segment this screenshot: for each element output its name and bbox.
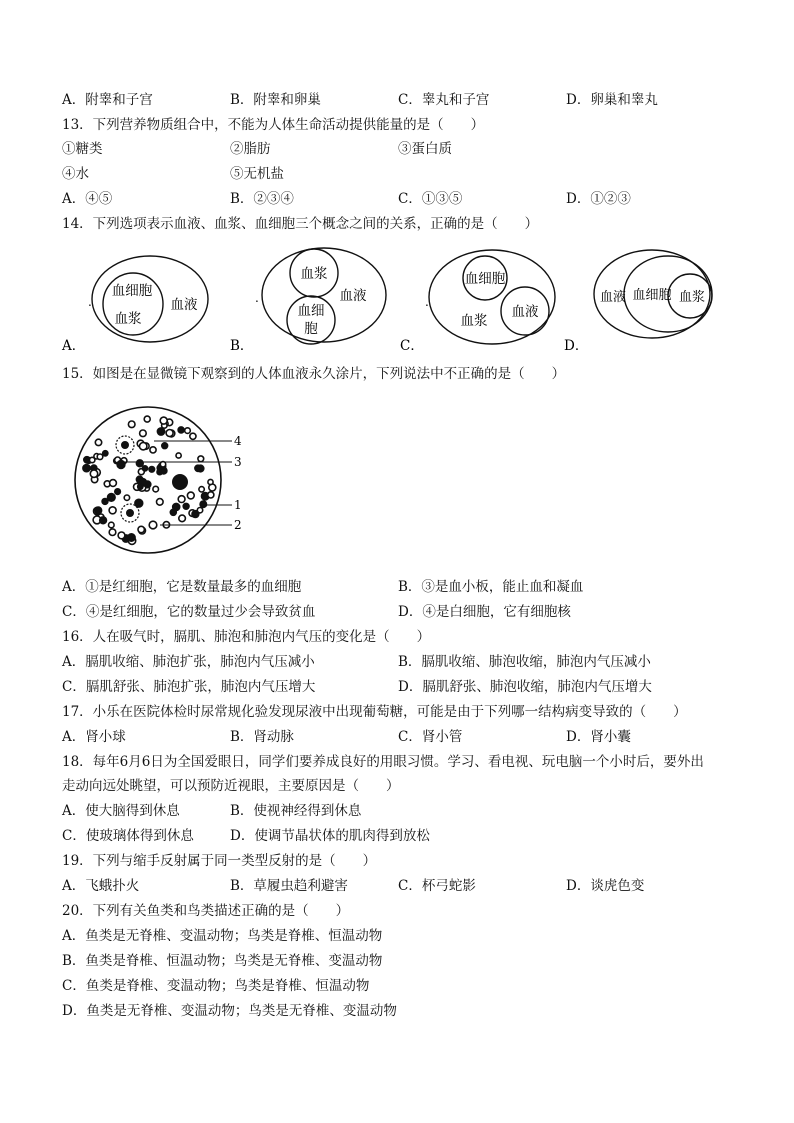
q14-diagram-a [61, 256, 208, 354]
q19-stem: 19．下列与缩手反射属于同一类型反射的是（ ） [62, 853, 377, 869]
red-blood-cell [83, 465, 90, 472]
q12-option-c: C．睾丸和子宫 [398, 92, 490, 108]
q18-stem-line2: 走动向远处眺望，可以预防近视眼，主要原因是（ ） [62, 778, 400, 794]
q18-stem-line1: 18．每年6月6日为全国爱眼日，同学们要养成良好的用眼习惯。学习、看电视、玩电脑一个小时后，要外出 [62, 754, 704, 770]
red-blood-cell [157, 499, 164, 506]
red-blood-cell [161, 468, 167, 474]
q18-option-d: D．使调节晶状体的肌肉得到放松 [230, 828, 430, 844]
figure-label-4: 4 [234, 434, 242, 448]
q13-option-b: B．②③④ [230, 191, 294, 207]
q18-option-a: A．使大脑得到休息 [62, 803, 180, 819]
q13-item-3: ③蛋白质 [398, 141, 452, 157]
q15-blood-smear-figure [70, 395, 270, 570]
q14-d-middle-label: 血细胞 [632, 288, 672, 303]
red-blood-cell [178, 427, 184, 433]
q19-option-a: A．飞蛾扑火 [62, 878, 140, 894]
q12-options [62, 90, 742, 110]
q14-b-outer-label: 血液 [339, 288, 367, 304]
red-blood-cell [115, 489, 121, 495]
red-blood-cell [108, 494, 116, 502]
red-blood-cell [90, 457, 95, 462]
red-blood-cell [110, 480, 117, 487]
q16-option-b: B．膈肌收缩、肺泡收缩，肺泡内气压减小 [398, 654, 651, 670]
red-blood-cell [149, 521, 157, 529]
q14-stem: 14．下列选项表示血液、血浆、血细胞三个概念之间的关系，正确的是（ ） [62, 216, 539, 232]
red-blood-cell [153, 486, 159, 492]
red-blood-cell [192, 511, 199, 518]
red-blood-cell [149, 467, 155, 473]
q15-option-c: C．④是红细胞，它的数量过少会导致贫血 [62, 604, 316, 620]
figure-label-2: 2 [234, 518, 242, 532]
q20-option-a: A．鱼类是无脊椎、变温动物；鸟类是脊椎、恒温动物 [62, 928, 383, 944]
red-blood-cell [95, 507, 102, 514]
q14-b-top-label: 血浆 [300, 266, 328, 282]
q13-item-4: ④水 [62, 166, 89, 182]
q14-a-inner1-label: 血细胞 [111, 283, 153, 299]
red-blood-cell [185, 428, 191, 434]
q15-option-a: A．①是红细胞，它是数量最多的血细胞 [62, 579, 302, 595]
q14-b-bottom-label-1: 血细 [297, 303, 325, 319]
q12-option-d: D．卵巢和睾丸 [566, 92, 658, 108]
q13-option-d: D．①②③ [566, 191, 631, 207]
q16-option-c: C．膈肌舒张、肺泡扩张，肺泡内气压增大 [62, 679, 316, 695]
red-blood-cell [208, 479, 213, 484]
red-blood-cell [183, 503, 189, 509]
q15-option-b: B．③是血小板，能止血和凝血 [398, 579, 584, 595]
q14-a-inner2-label: 血浆 [114, 311, 142, 327]
figure-label-3: 3 [234, 455, 242, 469]
red-blood-cell [90, 470, 97, 477]
red-blood-cell [135, 499, 143, 507]
red-blood-cell [157, 428, 164, 435]
q19-option-b: B．草履虫趋利避害 [230, 878, 348, 894]
q15-options-row1 [62, 577, 742, 597]
q17-stem: 17．小乐在医院体检时尿常规化验发现尿液中出现葡萄糖，可能是由于下列哪一结构病变导致的（ ） [62, 704, 687, 720]
q15-stem: 15．如图是在显微镜下观察到的人体血液永久涂片，下列说法中不正确的是（ ） [62, 366, 566, 382]
red-blood-cell [97, 454, 103, 460]
red-blood-cell [103, 451, 108, 456]
q17-option-b: B．肾动脉 [230, 729, 294, 745]
q19-options [62, 876, 742, 896]
q14-label-a: A． [62, 338, 86, 354]
q20-stem: 20．下列有关鱼类和鸟类描述正确的是（ ） [62, 903, 350, 919]
q17-option-a: A．肾小球 [62, 729, 126, 745]
red-blood-cell [173, 503, 180, 510]
q15-options-row2 [62, 602, 742, 622]
q17-option-d: D．肾小囊 [566, 729, 631, 745]
white-blood-cell-4-nucleus [121, 441, 129, 449]
q16-option-d: D．膈肌舒张、肺泡收缩，肺泡内气压增大 [398, 679, 652, 695]
svg-text:.: . [425, 295, 429, 309]
red-blood-cell [160, 417, 167, 424]
q18-options-row2 [62, 826, 742, 846]
red-blood-cell [208, 492, 214, 498]
q16-options-row1 [62, 652, 742, 672]
red-blood-cell [138, 484, 143, 489]
red-blood-cell [162, 443, 168, 449]
red-blood-cell [109, 507, 116, 514]
q18-option-c: C．使玻璃体得到休息 [62, 828, 194, 844]
q14-d-outer-label: 血液 [599, 290, 627, 305]
q14-diagram-c [400, 250, 555, 354]
q18-options-row1 [62, 801, 742, 821]
red-blood-cell [138, 526, 144, 532]
q20-option-b: B．鱼类是脊椎、恒温动物；鸟类是无脊椎、变温动物 [62, 953, 383, 969]
red-blood-cell [166, 430, 173, 437]
q12-option-a: A．附睾和子宫 [62, 92, 153, 108]
q14-diagrams [60, 240, 750, 360]
red-blood-cell [128, 421, 135, 428]
large-dark-cell [172, 474, 188, 490]
q19-option-c: C．杯弓蛇影 [398, 878, 476, 894]
red-blood-cell [128, 534, 135, 541]
q14-c-outer-ellipse [429, 250, 555, 344]
q14-c-top-label: 血细胞 [464, 271, 506, 287]
q12-option-b: B．附睾和卵巢 [230, 92, 321, 108]
q20-option-c: C．鱼类是脊椎、变温动物；鸟类是脊椎、恒温动物 [62, 978, 370, 994]
red-blood-cell [176, 453, 181, 458]
red-blood-cell [198, 456, 204, 462]
red-blood-cell [142, 466, 147, 471]
red-blood-cell [95, 439, 101, 445]
white-blood-cell-lower-nucleus [126, 509, 134, 517]
q13-items-row1 [62, 139, 742, 159]
q14-diagram-b [230, 248, 386, 354]
svg-text:.: . [88, 295, 92, 309]
red-blood-cell [109, 529, 116, 536]
red-blood-cell [136, 460, 143, 467]
q13-stem: 13．下列营养物质组合中，不能为人体生命活动提供能量的是（ ） [62, 117, 485, 133]
red-blood-cell [140, 443, 147, 450]
red-blood-cell [178, 496, 185, 503]
red-blood-cell [187, 492, 194, 499]
red-blood-cell [200, 501, 206, 507]
q18-option-b: B．使视神经得到休息 [230, 803, 362, 819]
q13-items-row2 [62, 164, 742, 184]
svg-text:.: . [255, 291, 259, 305]
red-blood-cell [100, 517, 107, 524]
q16-stem: 16．人在吸气时，膈肌、肺泡和肺泡内气压的变化是（ ） [62, 629, 431, 645]
q13-option-a: A．④⑤ [62, 191, 113, 207]
red-blood-cell [144, 416, 150, 422]
red-blood-cell [102, 499, 108, 505]
q14-label-c: C． [400, 338, 424, 354]
q13-item-2: ②脂肪 [230, 141, 271, 157]
q14-c-right-label: 血液 [511, 304, 539, 320]
red-blood-cell [179, 515, 186, 522]
q13-option-c: C．①③⑤ [398, 191, 463, 207]
red-blood-cell [190, 433, 196, 439]
red-blood-cell [118, 532, 125, 539]
red-blood-cell [140, 430, 147, 437]
q13-options [62, 189, 742, 209]
q19-option-d: D．谈虎色变 [566, 878, 645, 894]
q14-a-outer-label: 血液 [170, 297, 198, 313]
q13-item-5: ⑤无机盐 [230, 166, 284, 182]
figure-label-1: 1 [234, 498, 242, 512]
red-blood-cell [150, 447, 156, 453]
red-blood-cell [199, 487, 204, 492]
q14-label-b: B． [230, 338, 254, 354]
red-blood-cell [109, 522, 115, 528]
red-blood-cell [195, 465, 201, 471]
q14-d-inner-label: 血浆 [678, 290, 706, 305]
q17-options [62, 727, 742, 747]
q20-option-d: D．鱼类是无脊椎、变温动物；鸟类是无脊椎、变温动物 [62, 1003, 397, 1019]
q16-options-row2 [62, 677, 742, 697]
q14-diagram-d [564, 250, 712, 354]
q14-b-bottom-label-2: 胞 [304, 321, 318, 337]
q16-option-a: A．膈肌收缩、肺泡扩张，肺泡内气压减小 [62, 654, 315, 670]
q15-option-d: D．④是白细胞，它有细胞核 [398, 604, 571, 620]
q13-item-1: ①糖类 [62, 141, 103, 157]
q17-option-c: C．肾小管 [398, 729, 463, 745]
red-blood-cell [124, 495, 129, 500]
q14-label-d: D． [564, 338, 589, 354]
q14-c-left-label: 血浆 [460, 313, 488, 329]
